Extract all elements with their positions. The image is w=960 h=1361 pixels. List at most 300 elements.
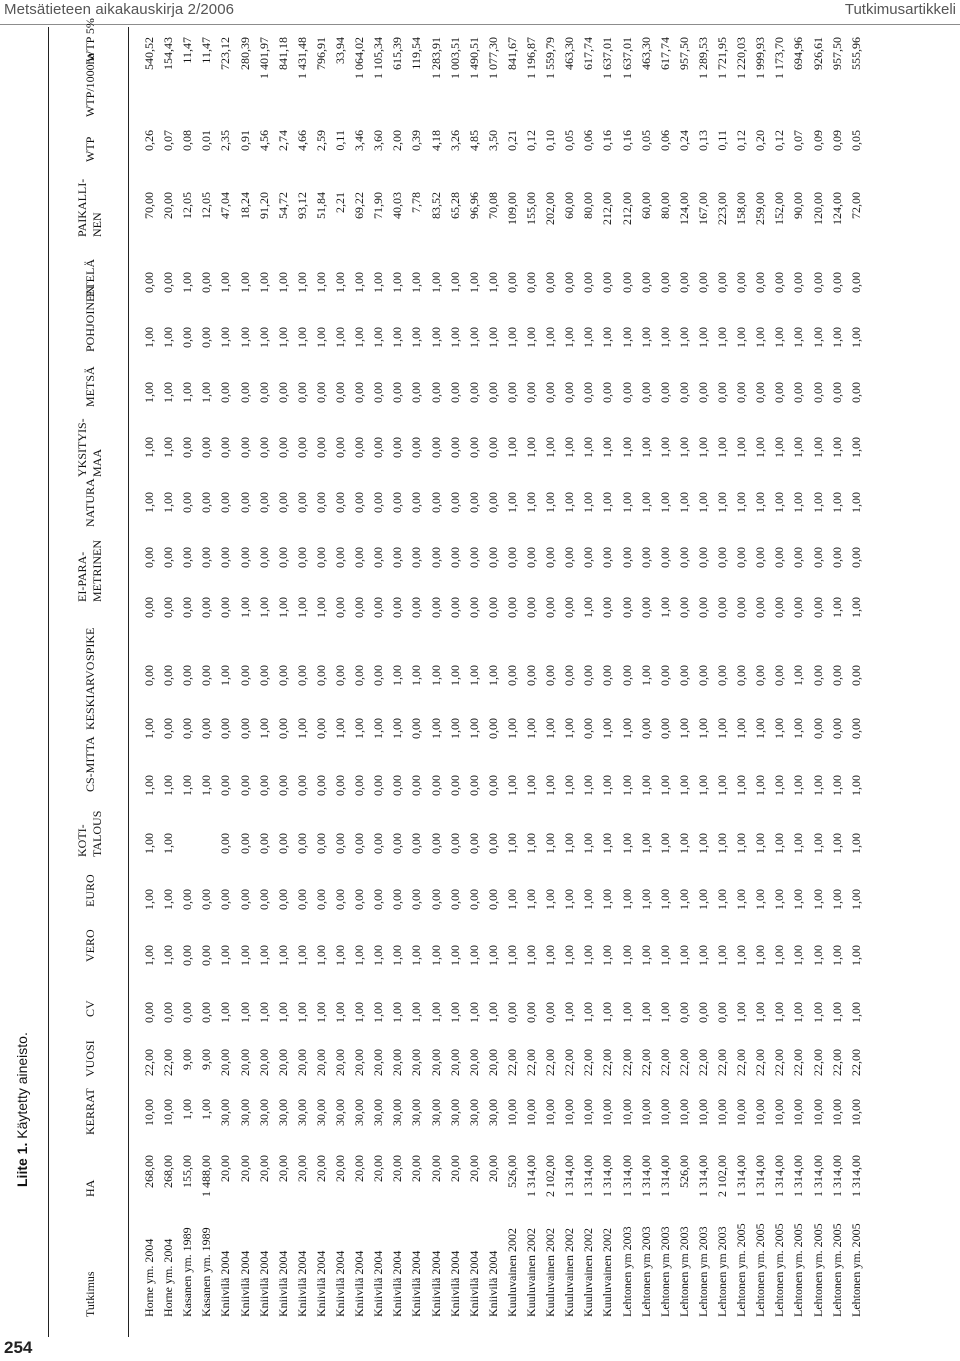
study-name-cell: Horne ym. 2004	[142, 1238, 156, 1317]
value-cell: 1,00	[447, 718, 462, 739]
value-cell: 0,00	[715, 597, 729, 618]
value-cell: 20,00	[275, 1049, 290, 1076]
value-cell: 158,00	[734, 192, 749, 225]
value-cell: 1,00	[695, 889, 710, 910]
value-cell: 0,00	[371, 775, 386, 796]
value-cell: 0,00	[313, 718, 328, 739]
value-cell: 0,00	[562, 547, 577, 568]
value-cell: 1,00	[256, 597, 271, 618]
value-cell: 0,00	[600, 382, 615, 403]
value-cell: 1,00	[753, 492, 768, 513]
column-header: POHJOINEN	[82, 286, 97, 352]
value-cell: 2 102,00	[715, 1155, 729, 1197]
value-cell: 0,00	[352, 547, 367, 568]
value-cell: 1,00	[791, 889, 806, 910]
value-cell: 0,00	[294, 833, 309, 854]
value-cell: 0,00	[294, 382, 309, 403]
value-cell: 30,00	[333, 1099, 347, 1126]
value-cell: 119,54	[409, 37, 424, 70]
value-cell: 0,00	[313, 492, 328, 513]
value-cell: 0,00	[333, 597, 347, 618]
value-cell: 20,00	[333, 1049, 347, 1076]
value-cell: 1 314,00	[524, 1155, 538, 1197]
value-cell: 22,00	[657, 1049, 672, 1076]
value-cell: 0,00	[352, 492, 367, 513]
value-cell: 1,00	[638, 1002, 653, 1023]
study-name-cell: Lehtonen ym 2003	[695, 1226, 710, 1317]
value-cell: 0,00	[543, 272, 558, 293]
value-cell: 20,00	[352, 1049, 367, 1076]
value-cell: 4,66	[294, 130, 309, 151]
value-cell: 0,00	[161, 718, 176, 739]
value-cell: 20,00	[352, 1155, 367, 1182]
value-cell: 0,00	[657, 718, 672, 739]
value-cell: 20,00	[485, 1049, 500, 1076]
value-cell: 1,00	[753, 833, 768, 854]
value-cell: 1,00	[676, 775, 691, 796]
study-name-cell: Kasanen ym. 1989	[180, 1227, 195, 1317]
value-cell: 0,00	[256, 665, 271, 686]
caption-label: Liite 1.	[14, 1142, 30, 1187]
value-cell: 0,09	[829, 130, 844, 151]
value-cell: 0,00	[619, 665, 634, 686]
table-row	[274, 17, 293, 1337]
value-cell: 1,00	[428, 945, 443, 966]
value-cell: 20,00	[218, 1049, 233, 1076]
value-cell: 0,00	[180, 945, 195, 966]
value-cell: 1,00	[562, 833, 577, 854]
value-cell: 1,00	[657, 437, 672, 458]
value-cell: 1,00	[791, 665, 806, 686]
value-cell: 1,00	[562, 889, 577, 910]
study-name-cell: Kniivilä 2004	[313, 1250, 328, 1317]
value-cell: 1,00	[562, 437, 577, 458]
value-cell: 1,00	[333, 718, 347, 739]
value-cell: 0,00	[180, 718, 195, 739]
column-header: YKSITYIS- MAA	[75, 418, 104, 477]
value-cell: 0,00	[371, 597, 386, 618]
value-cell: 1 314,00	[848, 1155, 863, 1197]
study-name-cell: Kniivilä 2004	[333, 1250, 347, 1317]
value-cell: 1,00	[715, 833, 729, 854]
value-cell: 1,00	[619, 492, 634, 513]
value-cell: 1,00	[638, 945, 653, 966]
value-cell: 1,00	[333, 327, 347, 348]
value-cell: 30,00	[294, 1099, 309, 1126]
column-header: WTP 5%	[82, 18, 97, 62]
column-header: METSÄ	[82, 366, 97, 407]
value-cell: 1,00	[695, 492, 710, 513]
value-cell: 20,00	[390, 1155, 405, 1182]
value-cell: 1,00	[600, 889, 615, 910]
page-number: 254	[4, 1338, 33, 1357]
value-cell: 463,30	[562, 37, 577, 70]
value-cell: 1,00	[161, 382, 176, 403]
value-cell: 1,00	[695, 718, 710, 739]
table-row	[159, 17, 178, 1337]
value-cell: 20,00	[447, 1049, 462, 1076]
value-cell: 0,00	[161, 272, 176, 293]
value-cell: 0,00	[657, 382, 672, 403]
value-cell: 1,00	[543, 889, 558, 910]
study-name-cell: Lehtonen ym. 2005	[734, 1223, 749, 1317]
table-row	[255, 17, 274, 1337]
value-cell: 1,00	[638, 492, 653, 513]
value-cell: 0,00	[390, 382, 405, 403]
value-cell: 0,00	[734, 272, 749, 293]
value-cell: 0,08	[180, 130, 195, 151]
value-cell: 1 314,00	[638, 1155, 653, 1197]
value-cell: 0,00	[600, 547, 615, 568]
value-cell: 70,00	[142, 192, 156, 219]
value-cell: 0,00	[543, 597, 558, 618]
value-cell: 10,00	[524, 1099, 538, 1126]
value-cell: 1,00	[829, 327, 844, 348]
column-header: KERRAT	[82, 1088, 97, 1135]
value-cell: 1,00	[466, 718, 481, 739]
value-cell: 7,78	[409, 192, 424, 213]
value-cell: 0,00	[485, 775, 500, 796]
value-cell: 0,00	[180, 665, 195, 686]
value-cell: 1,00	[371, 272, 386, 293]
value-cell: 1,00	[447, 945, 462, 966]
value-cell: 1,00	[294, 327, 309, 348]
value-cell: 20,00	[409, 1049, 424, 1076]
value-cell: 30,00	[218, 1099, 233, 1126]
value-cell: 0,00	[600, 272, 615, 293]
table-row	[427, 17, 446, 1337]
study-name-cell: Kniivilä 2004	[294, 1250, 309, 1317]
value-cell: 1,00	[791, 1002, 806, 1023]
value-cell: 10,00	[753, 1099, 768, 1126]
value-cell: 47,04	[218, 192, 233, 219]
value-cell: 1,00	[638, 833, 653, 854]
value-cell: 0,00	[180, 597, 195, 618]
value-cell: 1,00	[485, 945, 500, 966]
value-cell: 22,00	[676, 1049, 691, 1076]
value-cell: 30,00	[409, 1099, 424, 1126]
value-cell: 1,00	[352, 327, 367, 348]
value-cell: 1,00	[543, 492, 558, 513]
value-cell: 1,00	[829, 1002, 844, 1023]
value-cell: 30,00	[237, 1099, 252, 1126]
study-name-cell: Lehtonen ym. 2005	[810, 1223, 825, 1317]
value-cell: 167,00	[695, 192, 710, 225]
value-cell: 0,00	[619, 597, 634, 618]
value-cell: 0,00	[199, 945, 214, 966]
value-cell: 1,00	[638, 665, 653, 686]
value-cell: 30,00	[256, 1099, 271, 1126]
value-cell: 9,00	[199, 1049, 214, 1070]
value-cell: 70,08	[485, 192, 500, 219]
value-cell: 0,00	[829, 718, 844, 739]
column-header: EI-PARA- METRINEN	[75, 540, 104, 602]
value-cell: 0,00	[218, 833, 233, 854]
study-name-cell: Kniivilä 2004	[428, 1250, 443, 1317]
value-cell: 1,00	[161, 945, 176, 966]
value-cell: 0,00	[199, 327, 214, 348]
value-cell: 0,00	[313, 833, 328, 854]
value-cell: 0,00	[848, 382, 863, 403]
value-cell: 0,00	[504, 665, 519, 686]
value-cell: 20,00	[447, 1155, 462, 1182]
value-cell: 1,00	[294, 1002, 309, 1023]
study-name-cell: Kniivilä 2004	[409, 1250, 424, 1317]
value-cell: 0,00	[218, 718, 233, 739]
value-cell: 0,00	[161, 547, 176, 568]
value-cell: 0,00	[352, 382, 367, 403]
value-cell: 1,00	[581, 945, 596, 966]
value-cell: 0,00	[237, 718, 252, 739]
value-cell: 3,26	[447, 130, 462, 151]
value-cell: 0,00	[581, 665, 596, 686]
study-name-cell: Kuuluvainen 2002	[524, 1228, 538, 1317]
value-cell: 268,00	[142, 1155, 156, 1188]
value-cell: 1,00	[772, 945, 787, 966]
value-cell: 617,74	[581, 37, 596, 70]
value-cell: 3,50	[485, 130, 500, 151]
value-cell: 1 077,30	[485, 37, 500, 79]
value-cell: 1,00	[810, 889, 825, 910]
value-cell: 1,00	[524, 327, 538, 348]
value-cell: 1,00	[791, 492, 806, 513]
value-cell: 1,00	[562, 327, 577, 348]
value-cell: 1,00	[409, 665, 424, 686]
value-cell: 1,00	[466, 1002, 481, 1023]
value-cell: 0,26	[142, 130, 156, 151]
value-cell: 1,00	[810, 327, 825, 348]
value-cell: 0,00	[352, 889, 367, 910]
column-header: VERO	[82, 929, 97, 962]
value-cell: 0,00	[390, 597, 405, 618]
value-cell: 30,00	[313, 1099, 328, 1126]
value-cell: 65,28	[447, 192, 462, 219]
value-cell: 1,00	[218, 945, 233, 966]
value-cell: 1,00	[390, 945, 405, 966]
value-cell: 0,00	[524, 597, 538, 618]
value-cell: 0,00	[180, 889, 195, 910]
value-cell: 0,01	[199, 130, 214, 151]
value-cell: 0,00	[237, 775, 252, 796]
table-row	[236, 17, 255, 1337]
study-name-cell: Kuuluvainen 2002	[600, 1228, 615, 1317]
study-name-cell: Lehtonen ym. 2005	[753, 1223, 768, 1317]
value-cell: 0,00	[485, 382, 500, 403]
value-cell: 0,00	[390, 492, 405, 513]
value-cell: 0,00	[218, 889, 233, 910]
value-cell: 0,00	[428, 492, 443, 513]
value-cell: 1,00	[275, 272, 290, 293]
table-row	[828, 17, 847, 1337]
value-cell: 1,00	[504, 889, 519, 910]
table-row	[484, 17, 503, 1337]
value-cell: 1,00	[753, 718, 768, 739]
value-cell: 1 559,79	[543, 37, 558, 79]
value-cell: 0,00	[753, 272, 768, 293]
value-cell: 1 314,00	[791, 1155, 806, 1197]
table-caption	[14, 1032, 30, 1187]
value-cell: 1,00	[524, 718, 538, 739]
value-cell: 10,00	[695, 1099, 710, 1126]
value-cell: 20,00	[371, 1049, 386, 1076]
value-cell: 1,00	[695, 833, 710, 854]
study-name-cell: Kuuluvainen 2002	[562, 1228, 577, 1317]
value-cell: 1,00	[848, 889, 863, 910]
value-cell: 1,00	[524, 437, 538, 458]
value-cell: 0,00	[428, 889, 443, 910]
value-cell: 10,00	[600, 1099, 615, 1126]
value-cell: 40,03	[390, 192, 405, 219]
value-cell: 1,00	[581, 597, 596, 618]
value-cell: 0,00	[237, 492, 252, 513]
value-cell: 1,00	[734, 1002, 749, 1023]
value-cell: 1,00	[829, 437, 844, 458]
value-cell: 0,00	[562, 597, 577, 618]
value-cell: 1,00	[581, 327, 596, 348]
value-cell: 0,00	[333, 889, 347, 910]
value-cell: 1,00	[848, 492, 863, 513]
value-cell: 1,00	[256, 718, 271, 739]
value-cell: 0,00	[657, 547, 672, 568]
value-cell: 0,00	[562, 382, 577, 403]
study-name-cell: Kniivilä 2004	[447, 1250, 462, 1317]
value-cell: 0,00	[161, 665, 176, 686]
value-cell: 1,00	[657, 889, 672, 910]
value-cell: 0,00	[638, 718, 653, 739]
value-cell: 0,00	[734, 382, 749, 403]
value-cell: 0,00	[237, 437, 252, 458]
value-cell: 1,00	[772, 775, 787, 796]
value-cell: 0,00	[275, 665, 290, 686]
value-cell: 1,00	[333, 1002, 347, 1023]
table-row	[312, 17, 331, 1337]
value-cell: 0,00	[352, 833, 367, 854]
column-header: ETELÄ	[82, 259, 97, 297]
value-cell: 0,00	[161, 597, 176, 618]
value-cell: 1,00	[352, 945, 367, 966]
value-cell: 20,00	[466, 1049, 481, 1076]
value-cell: 0,00	[829, 547, 844, 568]
column-header: WTP	[82, 136, 97, 162]
value-cell: 1,00	[543, 775, 558, 796]
value-cell: 109,00	[504, 192, 519, 225]
value-cell: 1,00	[715, 492, 729, 513]
value-cell: 1,00	[218, 1002, 233, 1023]
value-cell: 1,00	[753, 889, 768, 910]
value-cell: 1,00	[657, 833, 672, 854]
value-cell: 22,00	[829, 1049, 844, 1076]
value-cell: 0,00	[524, 272, 538, 293]
value-cell: 0,00	[676, 1002, 691, 1023]
value-cell: 1,00	[428, 327, 443, 348]
value-cell: 30,00	[466, 1099, 481, 1126]
value-cell: 10,00	[772, 1099, 787, 1126]
value-cell: 0,00	[409, 775, 424, 796]
value-cell: 0,00	[237, 889, 252, 910]
value-cell: 1,00	[161, 889, 176, 910]
value-cell: 1,00	[619, 437, 634, 458]
value-cell: 0,00	[256, 492, 271, 513]
value-cell: 33,94	[333, 37, 347, 64]
rotated-table-page	[10, 17, 940, 1337]
value-cell: 1,00	[676, 327, 691, 348]
value-cell: 1,00	[810, 833, 825, 854]
value-cell: 0,00	[447, 492, 462, 513]
value-cell: 1 488,00	[199, 1155, 214, 1197]
value-cell: 1,00	[447, 327, 462, 348]
value-cell: 30,00	[352, 1099, 367, 1126]
value-cell: 0,00	[543, 1002, 558, 1023]
value-cell: 0,00	[810, 272, 825, 293]
value-cell: 0,00	[810, 665, 825, 686]
value-cell: 1,00	[142, 437, 156, 458]
caption-text: Käytetty aineisto.	[14, 1032, 30, 1139]
value-cell: 0,00	[256, 775, 271, 796]
value-cell: 0,00	[390, 833, 405, 854]
value-cell: 1,00	[504, 833, 519, 854]
value-cell: 0,00	[695, 665, 710, 686]
study-name-cell: Kasanen ym. 1989	[199, 1227, 214, 1317]
value-cell: 1 314,00	[829, 1155, 844, 1197]
value-cell: 1,00	[352, 1002, 367, 1023]
value-cell: 1,00	[676, 437, 691, 458]
value-cell: 1,00	[180, 1099, 195, 1120]
value-cell: 1,00	[371, 1002, 386, 1023]
value-cell: 0,00	[409, 437, 424, 458]
value-cell: 0,00	[466, 775, 481, 796]
value-cell: 0,00	[447, 889, 462, 910]
value-cell: 1,00	[180, 775, 195, 796]
value-cell: 10,00	[581, 1099, 596, 1126]
value-cell: 0,00	[199, 437, 214, 458]
study-name-cell: Lehtonen ym 2003	[715, 1226, 729, 1317]
value-cell: 555,96	[848, 37, 863, 70]
value-cell: 1 314,00	[734, 1155, 749, 1197]
value-cell: 0,00	[772, 382, 787, 403]
value-cell: 1 196,87	[524, 37, 538, 79]
value-cell: 0,00	[715, 665, 729, 686]
value-cell: 0,00	[466, 437, 481, 458]
value-cell: 0,07	[161, 130, 176, 151]
value-cell: 0,00	[638, 597, 653, 618]
value-cell: 0,00	[447, 437, 462, 458]
value-cell: 18,24	[237, 192, 252, 219]
value-cell: 1,00	[638, 327, 653, 348]
value-cell: 1,00	[466, 272, 481, 293]
value-cell: 0,00	[313, 382, 328, 403]
value-cell: 1,00	[581, 1002, 596, 1023]
value-cell: 0,00	[581, 272, 596, 293]
value-cell: 1,00	[524, 889, 538, 910]
value-cell: 0,00	[256, 547, 271, 568]
value-cell: 0,00	[428, 437, 443, 458]
value-cell: 0,00	[504, 597, 519, 618]
value-cell: 1,00	[600, 1002, 615, 1023]
value-cell: 0,00	[772, 547, 787, 568]
value-cell: 0,12	[524, 130, 538, 151]
value-cell: 1,00	[180, 272, 195, 293]
table-row	[809, 17, 828, 1337]
value-cell: 0,00	[676, 597, 691, 618]
value-cell: 12,05	[199, 192, 214, 219]
value-cell: 22,00	[695, 1049, 710, 1076]
value-cell: 0,00	[829, 665, 844, 686]
study-name-cell: Lehtonen ym 2003	[619, 1226, 634, 1317]
value-cell: 0,00	[180, 327, 195, 348]
value-cell: 0,00	[466, 382, 481, 403]
value-cell: 152,00	[772, 192, 787, 225]
value-cell: 1,00	[600, 492, 615, 513]
